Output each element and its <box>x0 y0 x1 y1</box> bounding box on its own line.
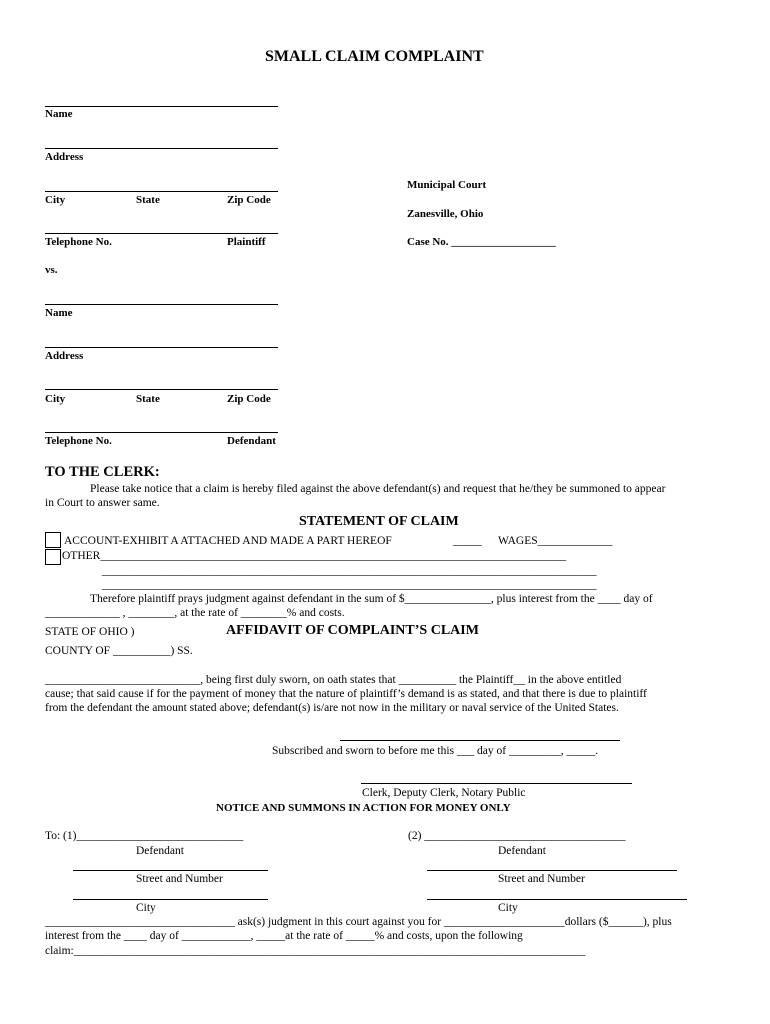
page-title: SMALL CLAIM COMPLAINT <box>265 48 484 65</box>
to1-street-label: Street and Number <box>136 873 223 885</box>
wages-field[interactable]: WAGES_____________ <box>498 535 613 547</box>
to2-field[interactable]: (2) ___________________________________ <box>408 830 626 842</box>
defendant-address-line[interactable] <box>45 347 278 348</box>
affidavit-text-line3: from the defendant the amount stated above; defendant(s) is/are not now in the military or naval service of the United States. <box>45 702 619 714</box>
notice-heading: NOTICE AND SUMMONS IN ACTION FOR MONEY ONLY <box>216 802 511 814</box>
defendant-city-label: City <box>45 393 66 405</box>
versus-label: vs. <box>45 264 58 276</box>
statement-heading: STATEMENT OF CLAIM <box>299 514 459 529</box>
plaintiff-role-label: Plaintiff <box>227 236 266 248</box>
plaintiff-address-label: Address <box>45 151 84 163</box>
to1-street-line[interactable] <box>73 870 268 871</box>
clerk-text-line1: Please take notice that a claim is hereby filed against the above defendant(s) and request that he/they be summoned to appear <box>90 483 666 495</box>
sworn-label: Subscribed and sworn to before me this ___ day of _________, _____. <box>272 745 599 757</box>
defendant-address-label: Address <box>45 350 84 362</box>
other-field[interactable]: OTHER_________________________________________________________________________________ <box>62 550 567 562</box>
to1-defendant-label: Defendant <box>136 845 184 857</box>
plaintiff-telephone-label: Telephone No. <box>45 236 112 248</box>
state-label: STATE OF OHIO ) <box>45 626 135 638</box>
to1-city-label: City <box>136 902 156 914</box>
judgment-line1: Therefore plaintiff prays judgment against defendant in the sum of $_______________, plus interest from the ____ day of <box>90 593 653 605</box>
defendant-state-label: State <box>136 393 160 405</box>
sworn-signature-line[interactable] <box>340 740 620 741</box>
clerk-heading: TO THE CLERK: <box>45 464 160 480</box>
account-label: ACCOUNT-EXHIBIT A ATTACHED AND MADE A PART HEREOF <box>64 535 392 547</box>
to2-city-label: City <box>498 902 518 914</box>
court-name: Municipal Court <box>407 179 487 191</box>
affidavit-text-line2: cause; that said cause if for the payment of money that the nature of plaintiff’s demand is as stated, and that there is due to plaintiff <box>45 688 647 700</box>
other-blank-line2[interactable]: ______________________________________________________________________________________ <box>102 579 597 591</box>
judgment-line2: _____________ , ________, at the rate of ________% and costs. <box>45 607 345 619</box>
case-number-field[interactable]: Case No. ___________________ <box>407 236 556 248</box>
clerk-signature-line[interactable] <box>361 783 632 784</box>
plaintiff-name-label: Name <box>45 108 73 120</box>
defendant-city-line[interactable] <box>45 389 278 390</box>
to2-defendant-label: Defendant <box>498 845 546 857</box>
plaintiff-state-label: State <box>136 194 160 206</box>
to1-field[interactable]: To: (1)_____________________________ <box>45 830 244 842</box>
clerk-text-line2: in Court to answer same. <box>45 497 160 509</box>
defendant-telephone-line[interactable] <box>45 432 278 433</box>
other-blank-line1[interactable]: ______________________________________________________________________________________ <box>102 565 597 577</box>
wages-blank[interactable]: _____ <box>453 535 482 547</box>
to2-street-line[interactable] <box>427 870 677 871</box>
to1-city-line[interactable] <box>73 899 268 900</box>
plaintiff-address-line[interactable] <box>45 148 278 149</box>
other-checkbox[interactable] <box>45 549 61 565</box>
clerk-signature-label: Clerk, Deputy Clerk, Notary Public <box>362 787 526 799</box>
affidavit-heading: AFFIDAVIT OF COMPLAINT’S CLAIM <box>226 623 479 638</box>
plaintiff-telephone-line[interactable] <box>45 233 278 234</box>
to2-city-line[interactable] <box>427 899 687 900</box>
account-checkbox[interactable] <box>45 532 61 548</box>
court-location: Zanesville, Ohio <box>407 208 484 220</box>
ask-judgment-line: _________________________________ ask(s) judgment in this court against you for _____________________dollars ($______), plus <box>45 916 672 928</box>
plaintiff-city-line[interactable] <box>45 191 278 192</box>
claim-field[interactable]: claim:_________________________________________________________________________________________ <box>45 945 586 957</box>
defendant-zip-label: Zip Code <box>227 393 271 405</box>
affidavit-text-line1: ___________________________, being first duly sworn, on oath states that __________ the Plaintiff__ in the above entitled <box>45 674 622 686</box>
defendant-telephone-label: Telephone No. <box>45 435 112 447</box>
defendant-name-line[interactable] <box>45 304 278 305</box>
defendant-name-label: Name <box>45 307 73 319</box>
plaintiff-name-line[interactable] <box>45 106 278 107</box>
interest-line: interest from the ____ day of ____________, _____at the rate of _____% and costs, upon the following <box>45 930 523 942</box>
to2-street-label: Street and Number <box>498 873 585 885</box>
plaintiff-city-label: City <box>45 194 66 206</box>
county-label: COUNTY OF __________) SS. <box>45 645 193 657</box>
defendant-role-label: Defendant <box>227 435 276 447</box>
plaintiff-zip-label: Zip Code <box>227 194 271 206</box>
